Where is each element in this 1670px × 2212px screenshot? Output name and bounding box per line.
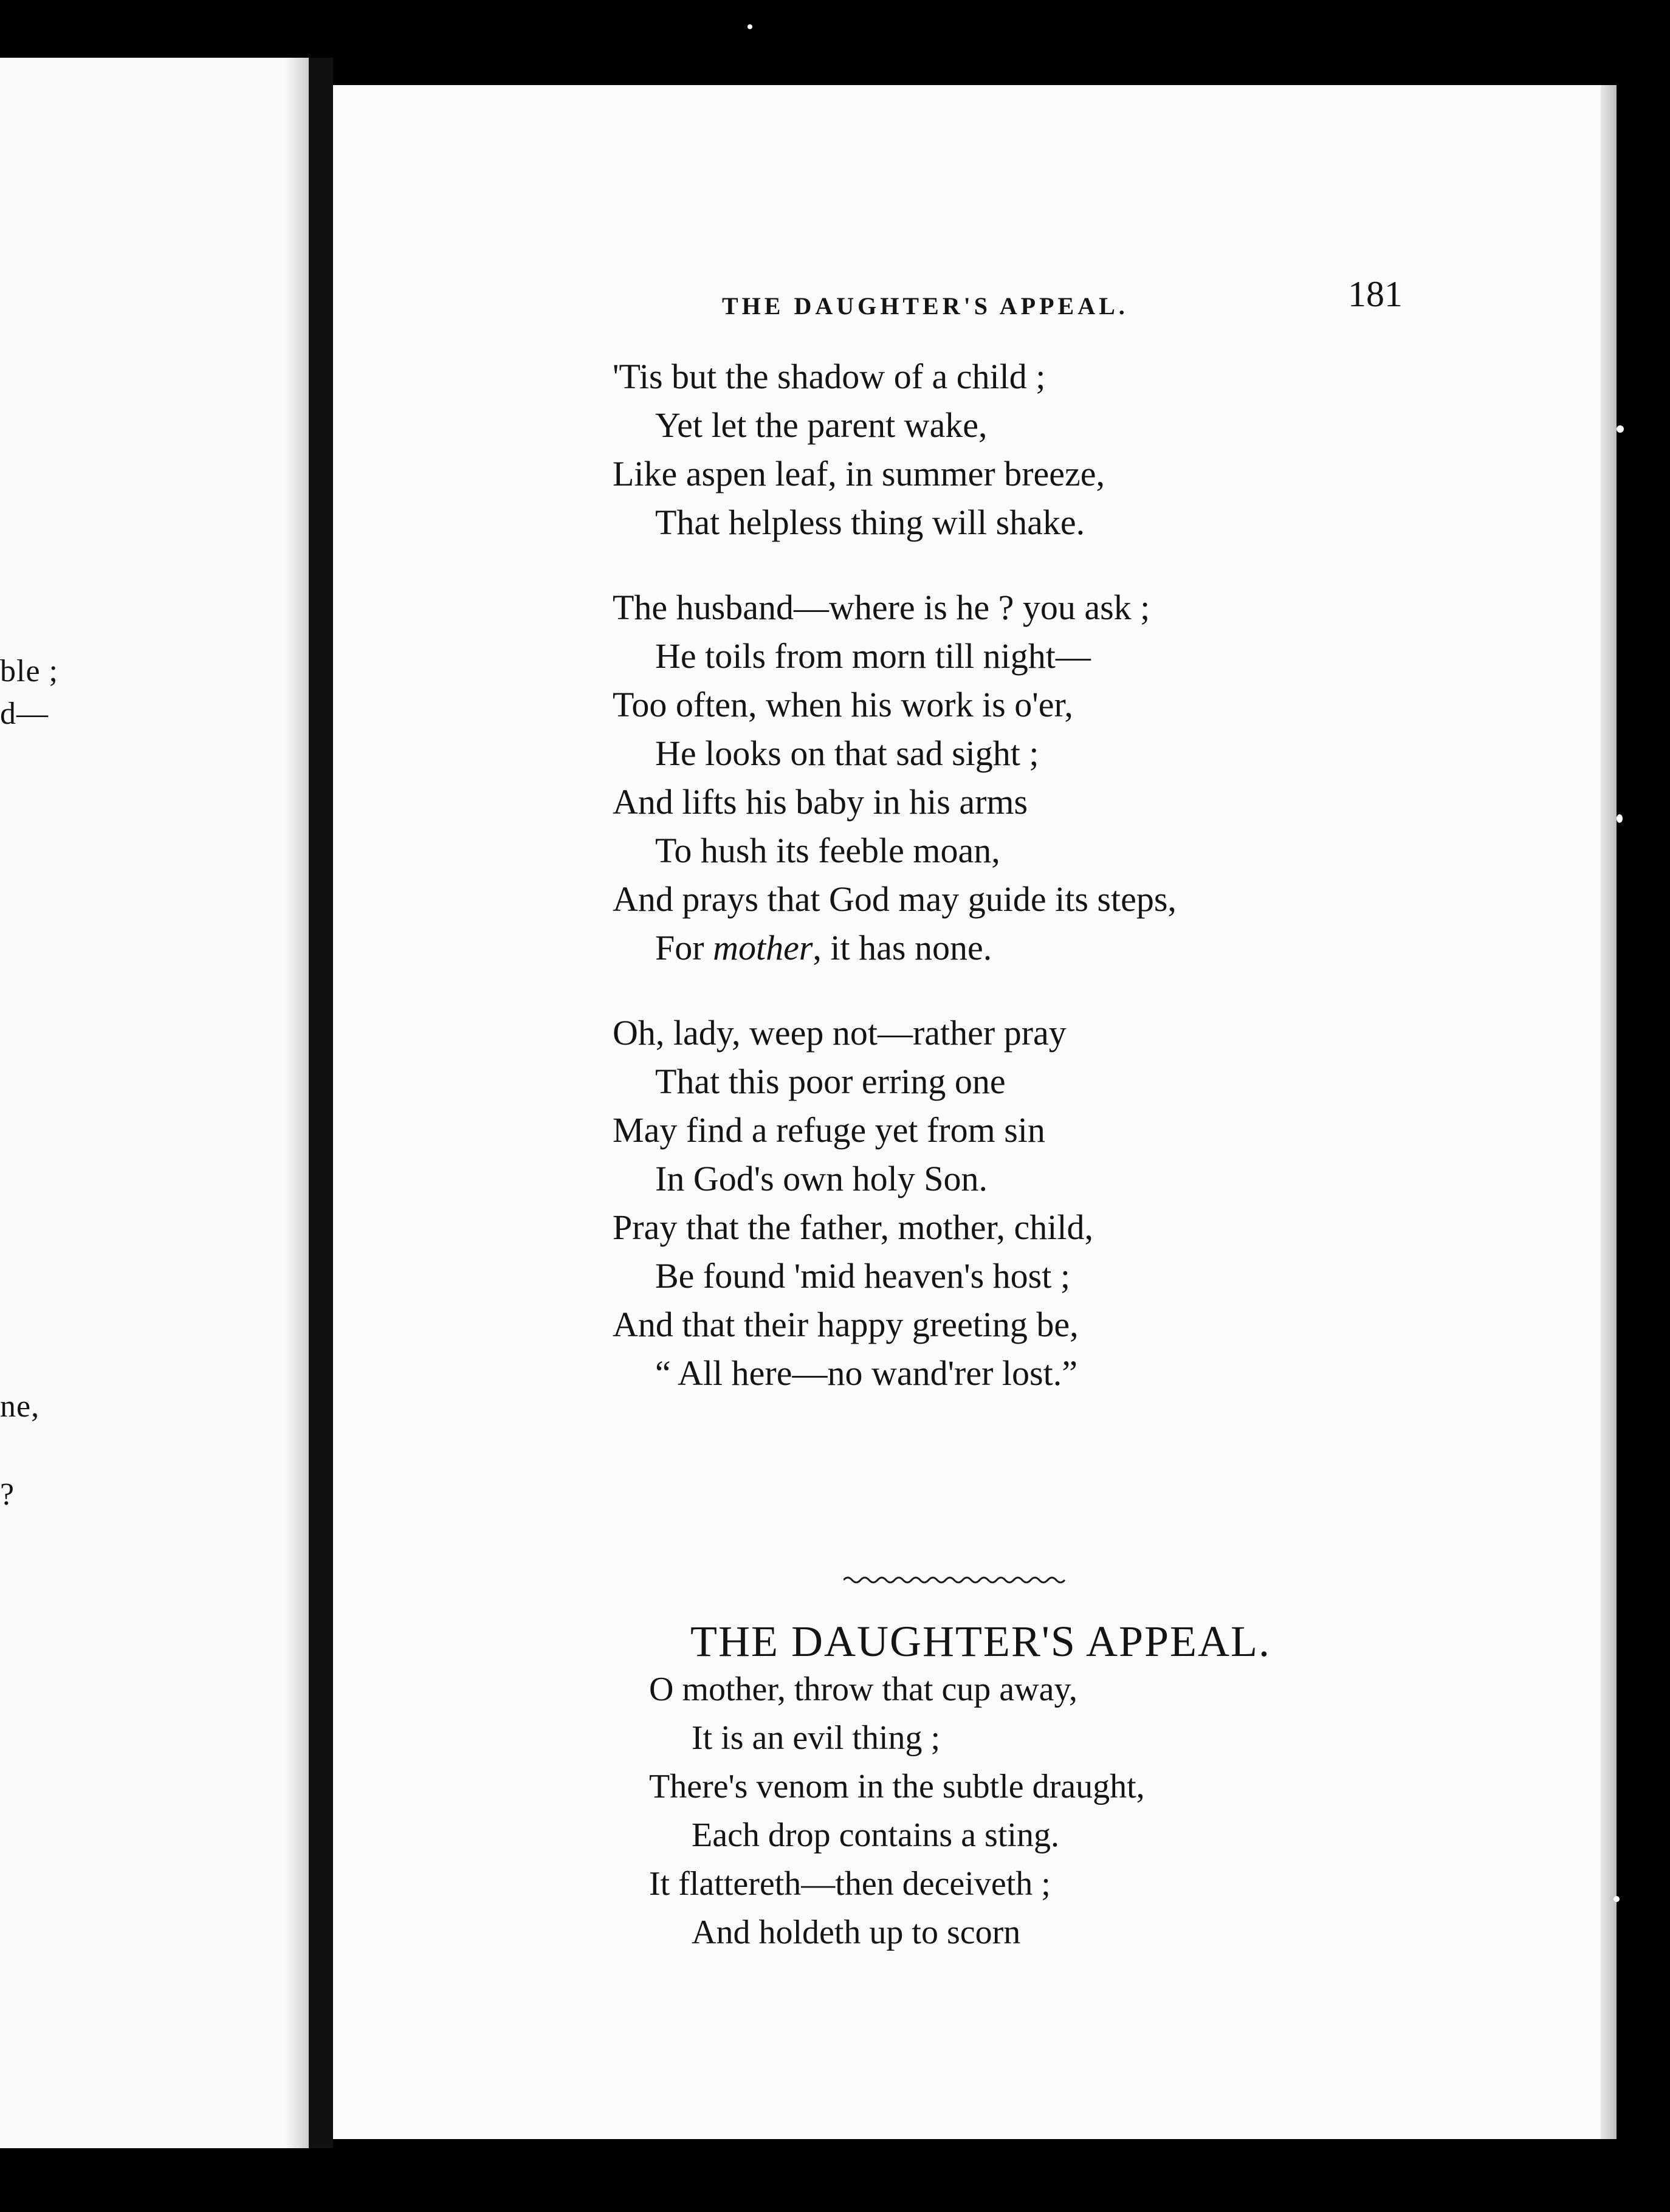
dust-speck [747,24,752,29]
poem-line: He looks on that sad sight ; [655,733,1039,773]
poem-line: Oh, lady, weep not—rather pray [613,1013,1067,1053]
line-part: , it has none. [813,928,992,967]
poem-line: O mother, throw that cup away, [649,1671,1077,1708]
poem-line: Yet let the parent wake, [655,405,988,445]
poem-line: And prays that God may guide its steps, [613,879,1177,919]
left-page-fragment: ? [0,1477,15,1512]
dust-speck [1617,425,1624,433]
book-gutter [309,58,333,2148]
poem-continuation [613,352,1177,1398]
poem-line: And holdeth up to scorn [692,1914,1021,1951]
poem-line: Like aspen leaf, in summer breeze, [613,454,1105,493]
poem-line: There's venom in the subtle draught, [649,1768,1145,1805]
left-page-fragment: ne, [0,1389,40,1424]
dust-speck [1613,1896,1620,1902]
poem-line: That helpless thing will shake. [655,503,1085,542]
poem-line: The husband—where is he ? you ask ; [613,588,1150,627]
poem-line: That this poor erring one [655,1062,1006,1101]
poem-line: It is an evil thing ; [692,1719,941,1757]
poem-line [613,924,1177,972]
poem-title: THE DAUGHTER'S APPEAL. [690,1617,1271,1666]
poem-line: Be found 'mid heaven's host ; [655,1256,1070,1296]
page-shadow [286,58,309,2148]
page-number: 181 [1348,274,1403,314]
running-head: THE DAUGHTER'S APPEAL. [722,292,1129,320]
wavy-divider-ornament [844,1574,1074,1586]
poem-line: “ All here—no wand'rer lost.” [655,1353,1077,1393]
poem-line: He toils from morn till night— [655,636,1091,676]
right-page [333,85,1617,2139]
line-part: For [655,928,713,967]
poem-line: 'Tis but the shadow of a child ; [613,357,1046,396]
poem-line: To hush its feeble moan, [655,831,1000,870]
poem-line: And lifts his baby in his arms [613,782,1028,822]
italic-word: mother [713,928,813,967]
poem-line: And that their happy greeting be, [613,1305,1079,1344]
page-edge-shadow [1601,85,1617,2139]
poem-line: Pray that the father, mother, child, [613,1207,1093,1247]
left-page-fragment: ble ; [0,654,58,689]
daughters-appeal-poem [649,1665,1145,1957]
poem-line: Too often, when his work is o'er, [613,685,1073,724]
poem-line: In God's own holy Son. [655,1159,988,1198]
poem-line: Each drop contains a sting. [692,1816,1059,1854]
left-page-fragment: d— [0,696,49,731]
dust-speck [1617,814,1623,823]
poem-line: May find a refuge yet from sin [613,1110,1045,1150]
poem-line: It flattereth—then deceiveth ; [649,1865,1051,1903]
left-facing-page [0,58,309,2148]
